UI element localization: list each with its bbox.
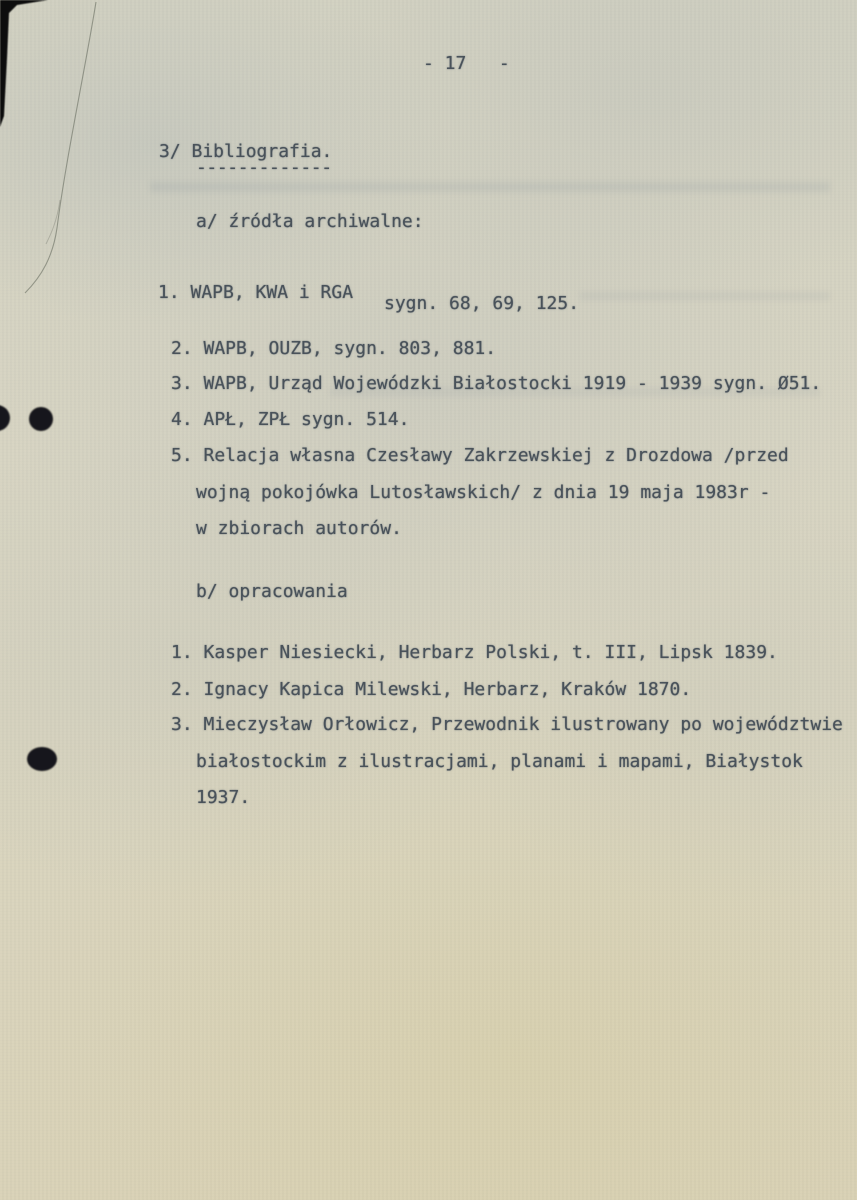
hole-punch-dot-upper (29, 407, 53, 431)
source-item-a1: 1. WAPB, KWA i RGA (158, 282, 354, 303)
source-item-a5-line3: w zbiorach autorów. (196, 518, 402, 539)
study-item-b1: 1. Kasper Niesiecki, Herbarz Polski, t. III, Lipsk 1839. (171, 642, 778, 663)
study-item-b3-line2: białostockim z ilustracjami, planami i mapami, Białystok (196, 751, 803, 772)
hole-punch-dot-edge (0, 405, 10, 431)
source-item-a5-line2: wojną pokojówka Lutosławskich/ z dnia 19 maja 1983r - (196, 482, 771, 503)
source-item-a5-line1: 5. Relacja własna Czesławy Zakrzewskiej z Drozdowa /przed (171, 445, 789, 466)
study-item-b2: 2. Ignacy Kapica Milewski, Herbarz, Kraków 1870. (171, 679, 692, 700)
hole-punch-dot-lower (27, 747, 57, 771)
bibliography-heading: 3/ Bibliografia. (159, 141, 333, 162)
scan-edge-top-left (0, 0, 48, 127)
ink-showthrough-streak (150, 182, 830, 192)
paper-crease-branch (46, 200, 60, 244)
source-item-a3: 3. WAPB, Urząd Wojewódzki Białostocki 1919 - 1939 sygn. Ø51. (171, 373, 822, 394)
source-item-a2: 2. WAPB, OUZB, sygn. 803, 881. (171, 338, 497, 359)
section-b-label: b/ opracowania (196, 581, 348, 602)
heading-underline: ------------- (196, 157, 332, 178)
paper-crease-line (25, 2, 96, 293)
ink-showthrough-streak (580, 292, 830, 300)
source-item-a1-signature: sygn. 68, 69, 125. (384, 293, 580, 314)
study-item-b3-line1: 3. Mieczysław Orłowicz, Przewodnik ilustrowany po województwie (171, 714, 843, 735)
page-number: - 17 - (423, 53, 510, 74)
source-item-a4: 4. APŁ, ZPŁ sygn. 514. (171, 409, 410, 430)
section-a-label: a/ źródła archiwalne: (196, 211, 424, 232)
study-item-b3-line3: 1937. (196, 787, 251, 808)
